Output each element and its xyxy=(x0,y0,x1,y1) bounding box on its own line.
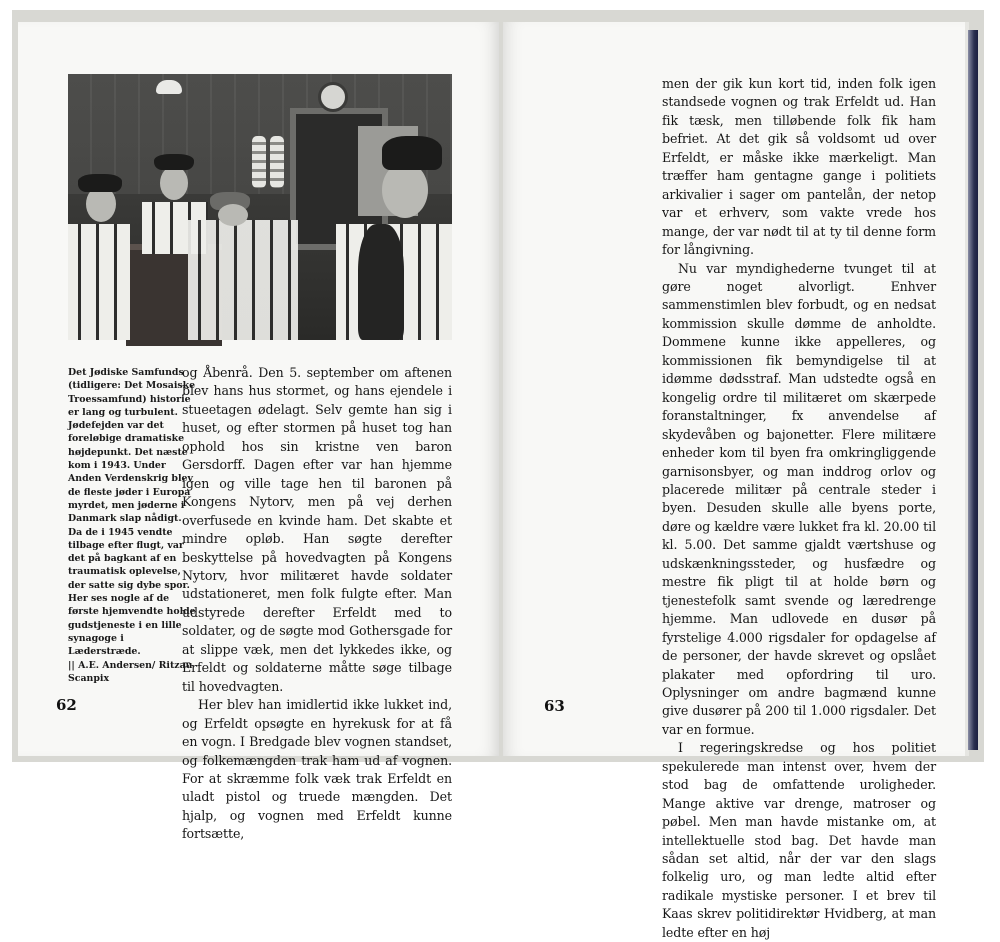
left-body-text xyxy=(182,364,452,844)
paragraph: men der gik kun kort tid, inden folk igen standsede vognen og trak Erfeldt ud. Han fik tæsk, men tilløbende folk fik ham befriet. At det gik så voldsomt ud over Erfeldt, er måske ikke mærkeligt. Man træffer ham gentagne gange i politiets arkivalier i sager om pantelån, der netop var et erhverv, som vakte vrede hos mange, der var nødt til at ty til denne form for långivning. xyxy=(662,76,936,258)
caption-text: Det Jødiske Samfunds (tidligere: Det Mosaiske Troessamfund) historie er lang og turbulent. Jødefejden var det foreløbige dramatiske højdepunkt. Det næste kom i 1943. Under Anden Verdenskrig blev de fleste jøder i Europa myrdet, men jøderne i Danmark slap nådigt. Da de i 1945 vendte tilbage efter flugt, var det på bagkant af en traumatisk oplevelse, der satte sig dybe spor. Her ses nogle af de første hjemvendte holde gudstjeneste i en lille synagoge i Læderstræde. xyxy=(68,367,196,658)
book-spread xyxy=(12,10,984,940)
right-page xyxy=(503,22,965,940)
synagogue-photo xyxy=(68,74,452,340)
paragraph: Nu var myndighederne tvunget til at gøre noget alvorligt. Enhver sammenstimlen blev forbudt, og en nedsat kommission skulle dømme de anholdte. Dommene kunne ikke appelleres, og kommissionen fik bemyndigelse til at idømme dødsstraf. Man udstedte også en kongelig ordre til militæret om skærpede foranstaltninger, fx anvendelse af skydevåben og bajonetter. Flere militære enheder kom til byen fra omkringliggende garnisonsbyer, og man inddrog orlov og placerede militær på centrale steder i byen. Desuden skulle alle byens porte, døre og kældre være lukket fra kl. 20.00 til kl. 5.00. Det samme gjaldt værtshuse og udskænkningssteder, og husfædre og mestre fik pligt til at holde børn og tjenestefolk samt svende og læredrenge hjemme. Man udlovede en dusør på fyrstelige 4.000 rigsdaler for opdagelse af de personer, der havde skrevet og opslået plakater med opfordring til uro. Oplysninger om andre bagmænd kunne give dusører på 200 til 1.000 rigsdaler. Det var en formue. xyxy=(662,260,936,737)
photo-caption xyxy=(68,366,196,685)
page-number-left: 62 xyxy=(56,696,77,714)
photo-credit: || A.E. Andersen/ Ritzau Scanpix xyxy=(68,659,193,684)
paragraph: og Åbenrå. Den 5. september om aftenen blev hans hus stormet, og hans ejendele i stueetagen ødelagt. Selv gemte han sig i huset, og efter stormen på huset tog han ophold hos sin kristne ven baron Gersdorff. Dagen efter var han hjemme igen og ville tage hen til baronen på Kongens Nytorv, men på vej derhen overfusede en kvinde ham. Det skabte et mindre opløb. Han søgte derefter beskyttelse på hovedvagten på Kongens Nytorv, hvor militæret havde soldater udstationeret, men folk fulgte efter. Man udstyrede derefter Erfeldt med to soldater, og de søgte mod Gothersgade for at slippe væk, men det lykkedes ikke, og Erfeldt og soldaterne måtte søge tilbage til hovedvagten. xyxy=(182,365,452,694)
book-cover-edge xyxy=(968,30,978,750)
paragraph: I regeringskredse og hos politiet spekulerede man intenst over, hvem der stod bag de omfattende uroligheder. Mange aktive var drenge, matroser og pøbel. Men man havde mistanke om, at intellektuelle stod bag. Det havde man sådan set altid, når der var den slags folkelig uro, og man ledte altid efter radikale mystiske personer. I et brev til Kaas skrev politidirektør Hvidberg, at man ledte efter en høj xyxy=(662,740,936,940)
paragraph: Her blev han imidlertid ikke lukket ind, og Erfeldt opsøgte en hyrekusk for at få en vogn. I Bredgade blev vognen standset, og folkemængden trak ham ud af vognen. For at skræmme folk væk trak Erfeldt en uladt pistol og truede mængden. Det hjalp, og vognen med Erfeldt kunne fortsætte, xyxy=(182,697,452,842)
left-page xyxy=(18,22,499,842)
page-number-right: 63 xyxy=(544,697,565,715)
right-body-text xyxy=(662,75,936,942)
